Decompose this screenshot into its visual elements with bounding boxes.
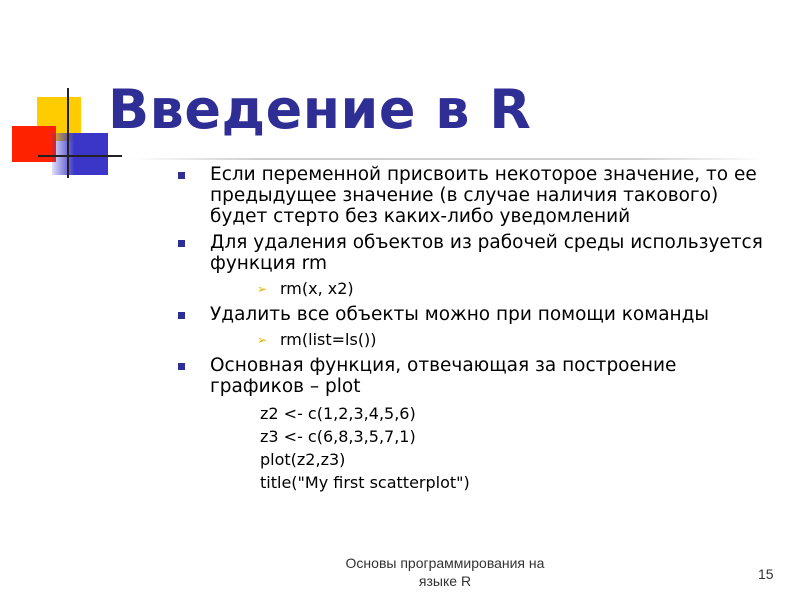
page-number: 15 [758, 566, 774, 582]
code-line: z3 <- c(6,8,3,5,7,1) [260, 427, 416, 446]
bullet-item [178, 304, 768, 325]
slide-title: Введение в R [108, 78, 532, 141]
sub-item-text: rm(list=ls()) [280, 330, 377, 349]
code-line: title("My first scatterplot") [260, 473, 470, 492]
square-bullet-icon [178, 240, 185, 247]
horizontal-line [38, 155, 122, 157]
bullet-text: Если переменной присвоить некоторое значение, то ее предыдущее значение (в случае наличия такового) будет стерто без каких-либо уведомлений [210, 164, 757, 227]
square-bullet-icon [178, 172, 185, 179]
code-line: plot(z2,z3) [260, 450, 346, 469]
sub-item [178, 330, 768, 350]
footer-line: языке R [418, 573, 472, 589]
bullet-item [178, 232, 768, 274]
slide-logo-decoration [0, 0, 120, 180]
arrow-bullet-icon: ➢ [257, 282, 268, 296]
code-line: z2 <- c(1,2,3,4,5,6) [260, 404, 416, 423]
square-bullet-icon [178, 312, 185, 319]
bullet-text: Для удаления объектов из рабочей среды используется функция rm [210, 232, 763, 274]
slide-footer [330, 554, 560, 590]
footer-line: Основы программирования на [345, 555, 545, 571]
vertical-line [67, 88, 69, 178]
bullet-item [178, 164, 768, 227]
sub-item [178, 279, 768, 299]
bullet-text: Основная функция, отвечающая за построение графиков – plot [210, 355, 677, 397]
slide-content [178, 164, 768, 494]
bullet-text: Удалить все объекты можно при помощи команды [210, 304, 710, 325]
arrow-bullet-icon: ➢ [257, 333, 268, 347]
title-divider [130, 158, 765, 160]
blue-square [52, 133, 108, 175]
sub-item-text: rm(x, x2) [280, 279, 354, 298]
code-block [178, 402, 768, 494]
bullet-item [178, 355, 768, 397]
square-bullet-icon [178, 363, 185, 370]
